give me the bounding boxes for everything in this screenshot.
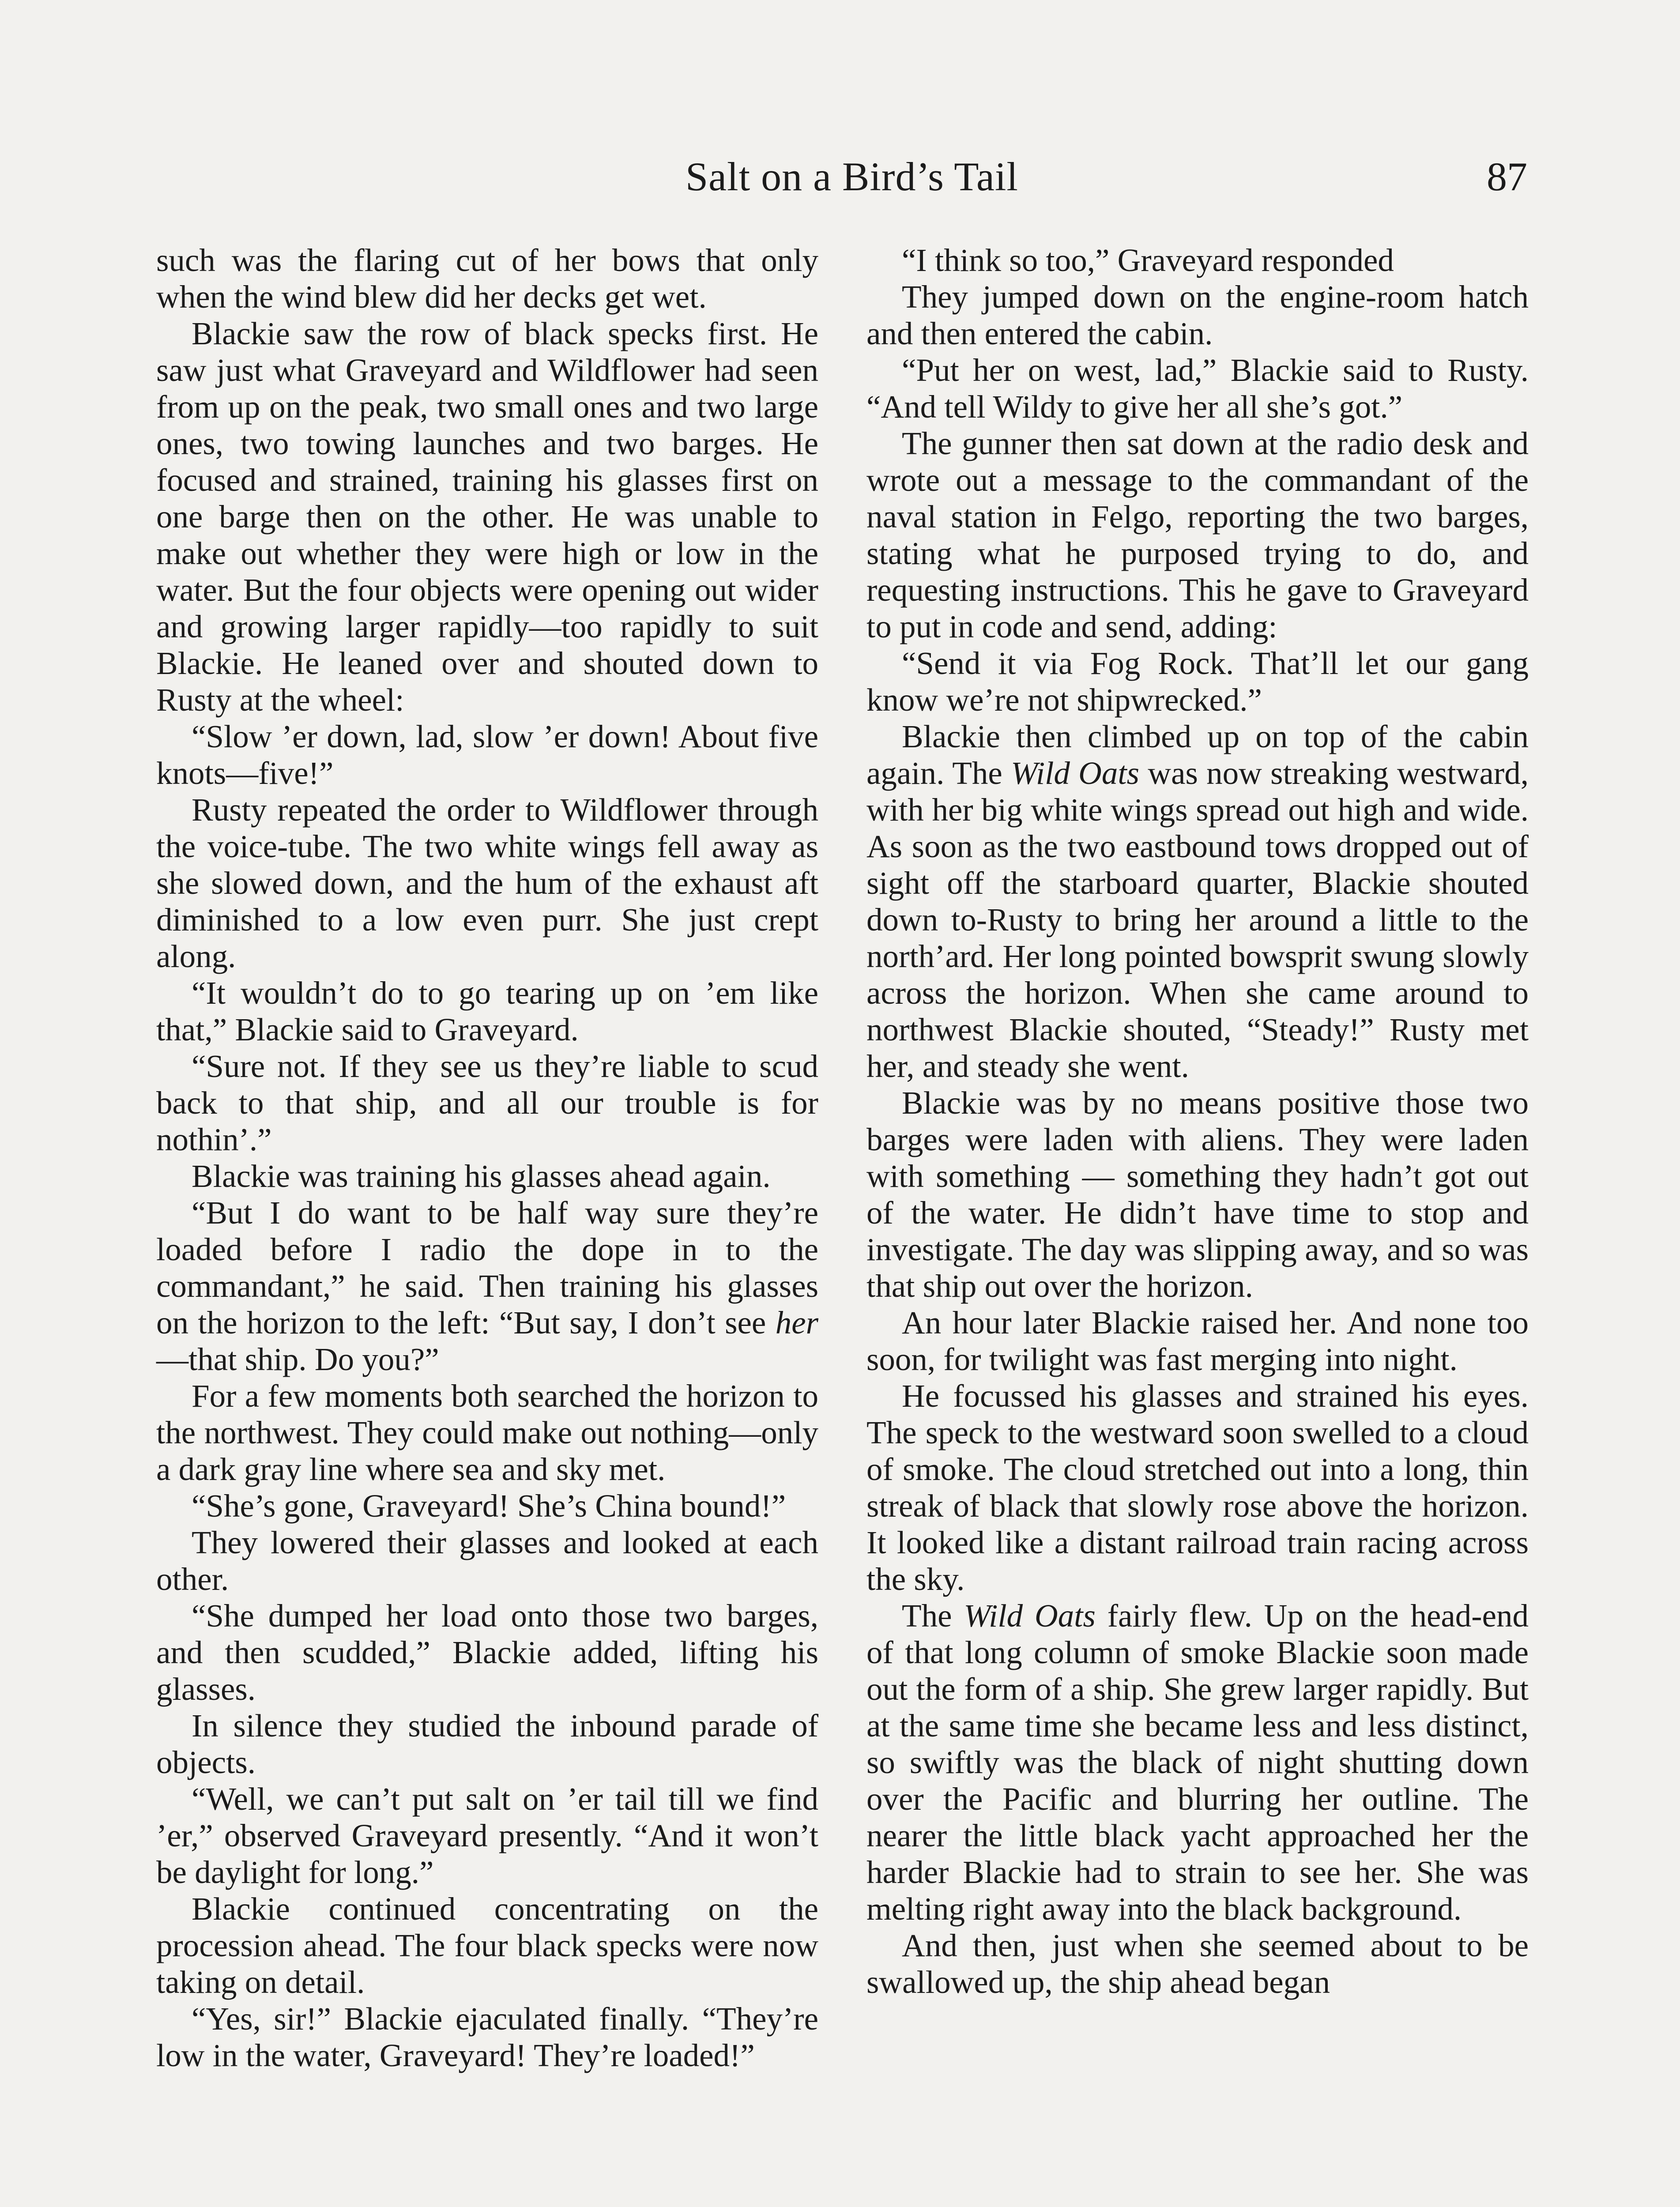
paragraph-text: Blackie then climbed up on top of the cabin again. The [866,719,1529,791]
paragraph: He focussed his glasses and strained his eyes. The speck to the westward soon swelled to a cloud of smoke. The cloud stretched out into a long, thin streak of black that slowly rose above the horizon. It looked like a distant railroad train racing across the sky. [866,1378,1529,1597]
paragraph-text: fairly flew. Up on the head-end of that long column of smoke Blackie soon made out the form of a ship. She grew larger rapidly. But at the same time she became less and less distinct, so swiftly was the black of night shutting down over the Pacific and blurring her outline. The nearer the little black yacht approached her the harder Blackie had to strain to see her. She was melting right away into the black background. [866,1598,1529,1927]
page-number: 87 [1487,154,1527,199]
paragraph: Rusty repeated the order to Wildflower through the voice-tube. The two white wings fell away as she slowed down, and the hum of the exhaust aft diminished to a low even purr. She just crept along. [156,792,818,974]
paragraph: Blackie was by no means positive those two barges were laden with aliens. They were laden with something — something they hadn’t got out of the water. He didn’t have time to stop and investigate. The day was slipping away, and so was that ship out over the horizon. [866,1085,1529,1304]
paragraph: Blackie was training his glasses ahead again. [192,1158,771,1194]
paragraph: “Slow ’er down, lad, slow ’er down! About five knots—five!” [156,719,818,791]
paragraph: They jumped down on the engine-room hatch and then entered the cabin. [866,279,1529,351]
paragraph-text: The [902,1598,964,1634]
paragraph: In silence they studied the inbound parade of objects. [156,1708,818,1780]
paragraph: An hour later Blackie raised her. And none too soon, for twilight was fast merging into night. [866,1305,1529,1377]
paragraph-text: —that ship. Do you?” [156,1341,439,1377]
paragraph: “I think so too,” Graveyard responded [902,242,1394,278]
paragraph-text: was now streaking westward, with her big white wings spread out high and wide. As soon as the two eastbound tows dropped out of sight off the starboard quarter, Blackie shouted down to-Rusty to bring her around a little to the north’ard. Her long pointed bowsprit swung slowly across the horizon. When she came around to northwest Blackie shouted, “Steady!” Rusty met her, and steady she went. [866,755,1529,1084]
paragraph: “She’s gone, Graveyard! She’s China bound!” [192,1488,786,1524]
paragraph: “She dumped her load onto those two barges, and then scudded,” Blackie added, lifting his glasses. [156,1598,818,1707]
paragraph: “Well, we can’t put salt on ’er tail till we find ’er,” observed Graveyard presently. “And it won’t be daylight for long.” [156,1781,818,1890]
left-text-column [156,242,818,2074]
running-title: Salt on a Bird’s Tail [686,154,1018,199]
paragraph: And then, just when she seemed about to be swallowed up, the ship ahead began [866,1928,1529,2000]
paragraph-text: “But I do want to be half way sure they’re loaded before I radio the dope in to the commandant,” he said. Then training his glasses on the horizon to the left: “But say, I don’t see [156,1195,818,1341]
italic-text: Wild Oats [1011,755,1140,791]
paragraph: They lowered their glasses and looked at each other. [156,1525,818,1597]
paragraph: For a few moments both searched the horizon to the northwest. They could make out nothing—only a dark gray line where sea and sky met. [156,1378,818,1487]
paragraph: such was the flaring cut of her bows that only when the wind blew did her decks get wet. [156,242,818,315]
paragraph: “Yes, sir!” Blackie ejaculated finally. “They’re low in the water, Graveyard! They’re loaded!” [156,2001,818,2073]
paragraph: The gunner then sat down at the radio desk and wrote out a message to the commandant of the naval station in Felgo, reporting the two barges, stating what he purposed trying to do, and requesting instructions. This he gave to Graveyard to put in code and send, adding: [866,426,1529,644]
paragraph: “Put her on west, lad,” Blackie said to Rusty. “And tell Wildy to give her all she’s got.” [866,352,1529,425]
italic-text: her [775,1305,818,1341]
paragraph: Blackie saw the row of black specks first. He saw just what Graveyard and Wildflower had seen from up on the peak, two small ones and two large ones, two towing launches and two barges. He focused and strained, training his glasses first on one barge then on the other. He was unable to make out whether they were high or low in the water. But the four objects were opening out wider and growing larger rapidly—too rapidly to suit Blackie. He leaned over and shouted down to Rusty at the wheel: [156,316,818,718]
page-header [0,146,1680,207]
paragraph: “It wouldn’t do to go tearing up on ’em like that,” Blackie said to Graveyard. [156,975,818,1047]
paragraph: “Send it via Fog Rock. That’ll let our gang know we’re not shipwrecked.” [866,645,1529,718]
right-text-column [866,242,1529,2000]
italic-text: Wild Oats [964,1598,1096,1634]
paragraph: “Sure not. If they see us they’re liable to scud back to that ship, and all our trouble is for nothin’.” [156,1048,818,1157]
paragraph [866,1597,1529,1927]
paragraph [866,718,1529,1085]
paragraph [156,1194,818,1378]
paragraph: Blackie continued concentrating on the procession ahead. The four black specks were now taking on detail. [156,1891,818,2000]
